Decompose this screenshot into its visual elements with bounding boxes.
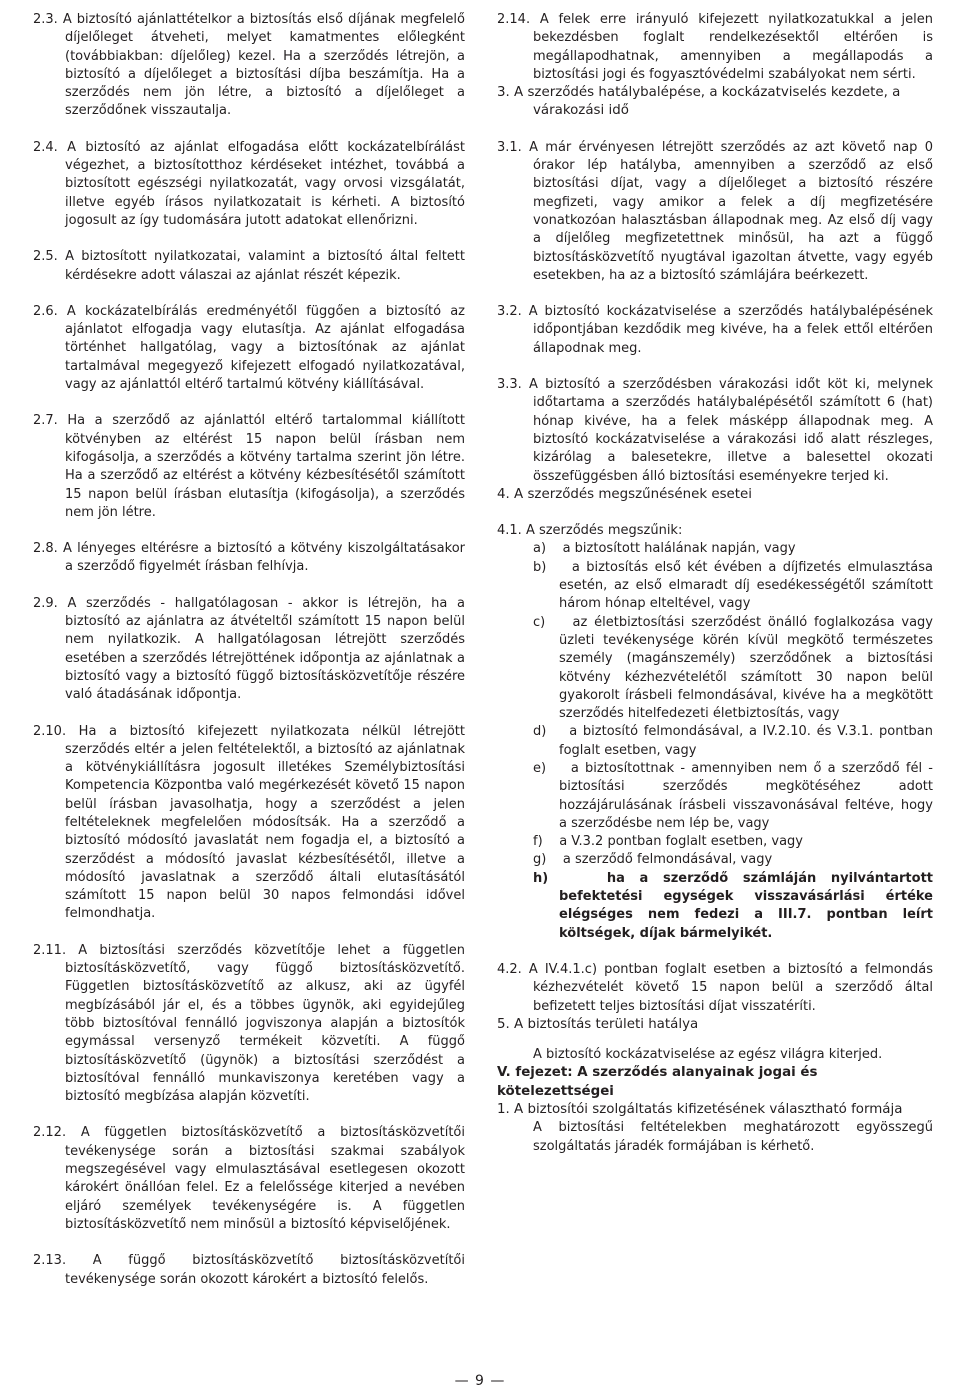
section-3-3: 3.3. A biztosító a szerződésben várakozási időt köt ki, melynek időtartama a szerződés hatálybalépésétől számított 6 (hat) hónap kivéve, ha a felek másképp állapodnak meg. A biztosító kockázatviselése a várakozási idő alatt részleges, kizárólag a balesetekre, illetve a balesettel okozati összefüggésben álló biztosítási eseményekre terjed ki. — [497, 377, 933, 484]
section-2-8: 2.8. A lényeges eltérésre a biztosító a kötvény kiszolgáltatásakor a szerződő figyelmét írásban felhívja. — [33, 541, 465, 575]
section-2-10: 2.10. Ha a biztosító kifejezett nyilatkozata nélkül létrejött szerződés eltér a jelen feltételektől, a biztosító az ajánlatnak a kötvénykiállításra jogosult illetékes Személybiztosítási Kompetencia Központba való megérkezését követő 15 napon belül írásban javasolhatja, hogy a szerződést a jelen feltételeknek megfelelően módosítsák. Ha a szerződő a biztosító módosító javaslatát nem fogadja el, a biztosító a szerződést a módosító javaslat kézbesítésétől, illetve a módosító javaslatnak a szerződő általi elutasításától számított 15 napon belül 30 napos felmondási idővel felmondhatja. — [33, 723, 465, 922]
section-3-1: 3.1. A már érvényesen létrejött szerződés az azt követő nap 0 órakor lép hatályba, amennyiben a szerződő az első biztosítási díjat, vagy a díjelőleget a biztosító részére megfizeti, vagy amikor a felek a díj megfizetésére vonatkozóan halasztásban állapodnak meg. Az első díj vagy a díjelőleg megfizetettnek minősül, ha azt a függő biztosításközvetítő nyugtával igazoltan átvette, vagy egyéb esetekben, ha az a biztosító számlájára beérkezett. — [497, 139, 933, 283]
section-2-5: 2.5. A biztosított nyilatkozatai, valamint a biztosító által feltett kérdésekre adott válaszai az ajánlat részét képezik. — [33, 249, 465, 283]
section-2-6: 2.6. A kockázatelbírálás eredményétől függően a biztosító az ajánlatot elfogadja vagy elutasítja. Az ajánlat elfogadása történhet hallgatólag, vagy a biztosítónak az ajánlat tartalmával megegyező kifejezett elfogadó nyilatkozatával, vagy az ajánlattól eltérő tartalmú kötvény kiállításával. — [33, 303, 465, 393]
section-4-1: 4.1. A szerződés megszűnik: — [497, 523, 683, 539]
list-item: h) ha a szerződő számláján nyilvántartott befektetési egységek visszavásárlási értéke elégséges nem fedezi a III.7. pontban leírt költségek, díjak bármelyikét. — [533, 870, 933, 941]
heading-section-4: 4. A szerződés megszűnésének esetei — [497, 486, 753, 502]
section-2-11: 2.11. A biztosítási szerződés közvetítője lehet a független biztosításközvetítő, vagy függő biztosításközvetítő. Független biztosításközvetítő az alkusz, aki az ügyfél megbízásából jár el, és a többes ügynök, aki egyidejűleg több biztosítóval fennálló jogviszonya alapján a biztosítók egymással versenyző termékeit közvetíti. A függő biztosításközvetítő (ügynök) a biztosítási szerződést a biztosítóval fennálló munkaviszonya keretében vagy a biztosító megbízása alapján közvetíti. — [33, 942, 465, 1105]
list-item: d) a biztosító felmondásával, a IV.2.10. és V.3.1. pontban foglalt esetben, vagy — [533, 724, 934, 758]
section-2-3: 2.3. A biztosító ajánlattételkor a biztosítás első díjának megfelelő díjelőleget átveheti, melyet kamatmentes előlegként (továbbiakban: díjelőleg) kezel. Ha a szerződés létrejön, a biztosító a díjelőleget a biztosítási díjba beszámítja. Ha a szerződés nem jön létre, a biztosító a díjelőleget a szerződőnek visszautalja. — [33, 12, 465, 119]
list-item: c) az életbiztosítási szerződést önálló foglalkozása vagy üzleti tevékenysége körén kívül megkötő természetes személy (magánszemély) szerződőnek a biztosítási kötvény kézhezvételétől számított 30 napon belül gyakorolt írásbeli felmondásával, kivéve ha a megkötött szerződés hitelfedezeti életbiztosítás, vagy — [533, 614, 934, 722]
section-2-7: 2.7. Ha a szerződő az ajánlattól eltérő tartalommal kiállított kötvényben az eltérést 15 napon belül írásban nem kifogásolja, a szerződés a kötvény tartalma szerint jön létre. Ha a szerződő az eltérést a kötvény kézbesítésétől számított 15 napon belül írásban elutasítja (kifogásolja), a szerződés nem jön létre. — [33, 413, 465, 520]
list-item: b) a biztosítás első két évében a díjfizetés elmulasztása esetén, az első elmaradt díj esedékességétől számított három hónap elteltével, vagy — [533, 559, 933, 612]
heading-section-3: 3. A szerződés hatálybalépése, a kockázatviselés kezdete, a várakozási idő — [497, 85, 901, 119]
section-2-13: 2.13. A függő biztosításközvetítő biztosításközvetítői tevékenysége során okozott károkért a biztosító felelős. — [33, 1253, 465, 1287]
section-1-text: A biztosítási feltételekben meghatározott egyösszegű szolgáltatás járadék formájában is kérhető. — [533, 1120, 933, 1154]
section-2-9: 2.9. A szerződés - hallgatólagosan - akkor is létrejön, ha a biztosító az ajánlatra az átvételtől számított 15 napon belül nem nyilatkozik. A hallgatólagosan létrejött szerződés esetében a szerződés létrejöttének időpontja az ajánlatnak a biztosító vagy a biztosító függő biztosításközvetítője részére való átadásának időpontja. — [33, 595, 465, 703]
section-3-2: 3.2. A biztosító kockázatviselése a szerződés hatálybalépésének időpontjában kezdődik meg kivéve, ha a felek ettől eltérően állapodnak meg. — [497, 304, 933, 356]
section-4-2: 4.2. A IV.4.1.c) pontban foglalt esetben a biztosító a felmondás kézhezvételét követő 15 napon belül a szerződő által befizetett teljes biztosítási díjat visszatéríti. — [497, 961, 933, 1014]
chapter-heading: V. fejezet: A szerződés alanyainak jogai és kötelezettségei — [497, 1065, 818, 1099]
list-item: g) a szerződő felmondásával, vagy — [533, 852, 773, 868]
list-item: f) a V.3.2 pontban foglalt esetben, vagy — [533, 834, 804, 850]
section-5-text: A biztosító kockázatviselése az egész világra kiterjed. — [533, 1047, 883, 1063]
page-number: — 9 — — [454, 1373, 506, 1389]
heading-section-5: 5. A biztosítás területi hatálya — [497, 1016, 699, 1032]
heading-section-1: 1. A biztosítói szolgáltatás kifizetésének választható formája — [497, 1102, 903, 1118]
left-column — [33, 11, 465, 1289]
section-2-12: 2.12. A független biztosításközvetítő a biztosításközvetítői tevékenysége során a biztosítási szakmai szabályok megszegésével vagy elmulasztásával esetlegesen okozott károkért önállóan felel. Ez a felelőssége kiterjed a nevében eljáró személyek tevékenységére is. A független biztosításközvetítő nem minősül a biztosító képviselőjének. — [33, 1125, 465, 1232]
termination-cases-list — [497, 540, 933, 943]
section-2-4: 2.4. A biztosító az ajánlat elfogadása előtt kockázatelbírálást végezhet, a biztosítotthoz kérdéseket intézhet, továbbá a biztosított egészségi nyilatkozatát, vagy orvosi vizsgálatát, illetve egyéb írásos nyilatkozatait is kérheti. A biztosító jogosult az így tudomására jutott adatokat ellenőrizni. — [33, 139, 465, 228]
section-2-14: 2.14. A felek erre irányuló kifejezett nyilatkozatukkal a jelen bekezdésben foglalt rendelkezésektől eltérően is megállapodhatnak, amennyiben a megállapodás a biztosítási jogi és fogyasztóvédelmi szabályokat nem sérti. — [497, 12, 933, 82]
list-item: e) a biztosítottnak - amennyiben nem ő a szerződő fél - biztosítási szerződés megkötéséhez adott hozzájárulásának írásbeli visszavonásával feltéve, hogy a szerződésbe nem lép be, vagy — [533, 760, 933, 831]
list-item: a) a biztosított halálának napján, vagy — [533, 541, 796, 557]
right-column — [497, 11, 933, 1156]
